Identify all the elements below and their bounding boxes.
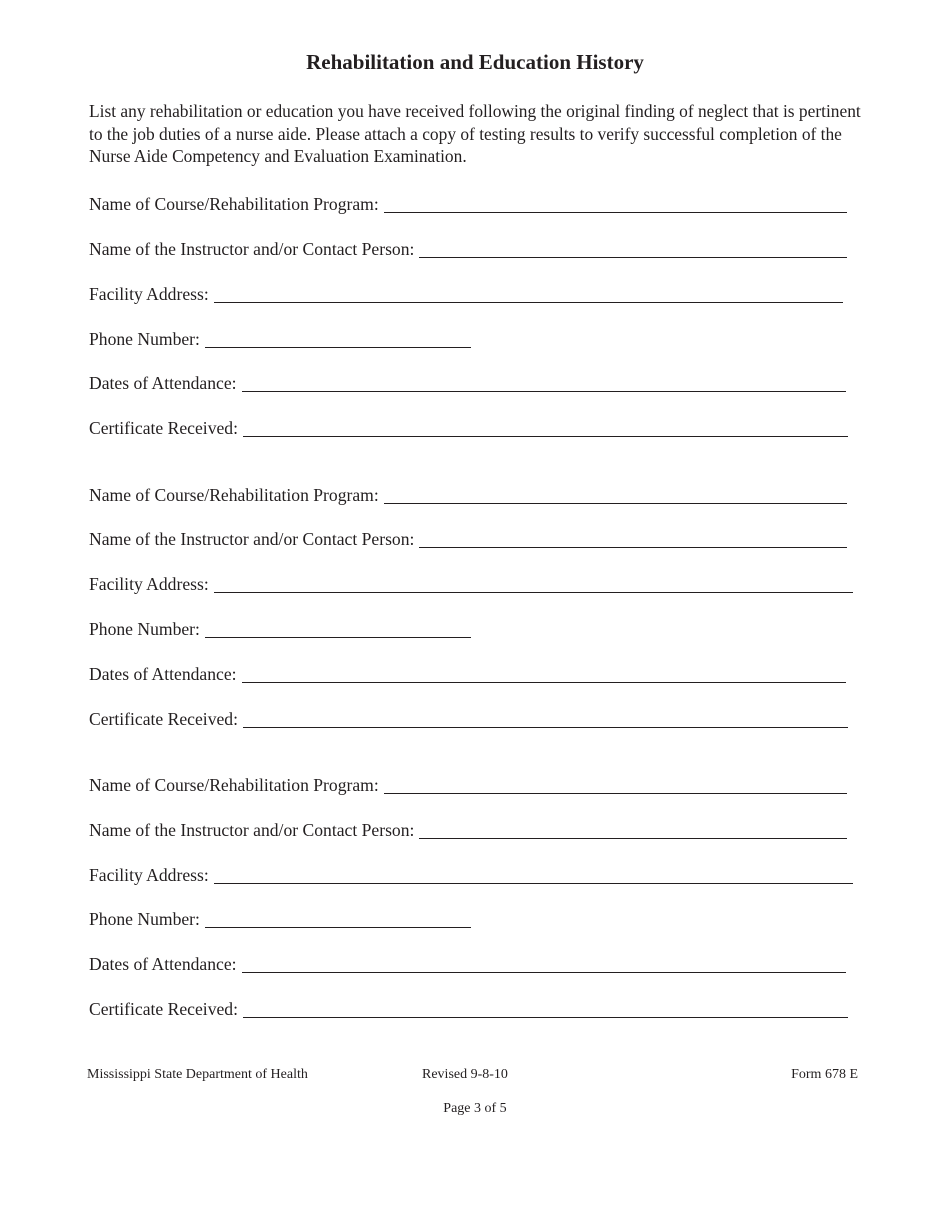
phone-number-label: Phone Number: — [89, 909, 200, 929]
facility-address-label: Facility Address: — [89, 865, 209, 885]
footer-form-number: Form 678 E — [791, 1067, 858, 1082]
course-program-field[interactable] — [89, 479, 847, 505]
course-program-field[interactable] — [89, 769, 847, 795]
dates-attendance-line[interactable] — [242, 972, 846, 973]
certificate-received-label: Certificate Received: — [89, 418, 238, 438]
dates-attendance-field[interactable] — [89, 658, 846, 684]
course-program-line[interactable] — [384, 793, 847, 794]
phone-number-line[interactable] — [205, 637, 471, 638]
dates-attendance-label: Dates of Attendance: — [89, 664, 237, 684]
phone-number-field[interactable] — [89, 613, 471, 639]
dates-attendance-field[interactable] — [89, 367, 846, 393]
certificate-received-line[interactable] — [243, 1017, 848, 1018]
facility-address-line[interactable] — [214, 592, 853, 593]
instructor-contact-field[interactable] — [89, 233, 847, 259]
dates-attendance-label: Dates of Attendance: — [89, 373, 237, 393]
certificate-received-field[interactable] — [89, 412, 848, 438]
dates-attendance-field[interactable] — [89, 948, 846, 974]
course-program-line[interactable] — [384, 503, 847, 504]
facility-address-field[interactable] — [89, 859, 853, 885]
phone-number-field[interactable] — [89, 323, 471, 349]
page-title: Rehabilitation and Education History — [306, 50, 644, 74]
certificate-received-field[interactable] — [89, 993, 848, 1019]
facility-address-label: Facility Address: — [89, 284, 209, 304]
course-program-field[interactable] — [89, 188, 847, 214]
facility-address-label: Facility Address: — [89, 574, 209, 594]
certificate-received-line[interactable] — [243, 727, 848, 728]
certificate-received-line[interactable] — [243, 436, 848, 437]
certificate-received-label: Certificate Received: — [89, 999, 238, 1019]
facility-address-field[interactable] — [89, 278, 843, 304]
instructor-contact-field[interactable] — [89, 523, 847, 549]
certificate-received-label: Certificate Received: — [89, 709, 238, 729]
phone-number-line[interactable] — [205, 347, 471, 348]
phone-number-label: Phone Number: — [89, 329, 200, 349]
dates-attendance-line[interactable] — [242, 391, 846, 392]
facility-address-line[interactable] — [214, 883, 853, 884]
course-program-label: Name of Course/Rehabilitation Program: — [89, 194, 379, 214]
facility-address-field[interactable] — [89, 568, 853, 594]
phone-number-line[interactable] — [205, 927, 471, 928]
footer-revision: Revised 9-8-10 — [422, 1067, 508, 1082]
instructor-contact-label: Name of the Instructor and/or Contact Person: — [89, 820, 415, 840]
dates-attendance-line[interactable] — [242, 682, 846, 683]
dates-attendance-label: Dates of Attendance: — [89, 954, 237, 974]
instructor-contact-line[interactable] — [419, 547, 847, 548]
instructor-contact-line[interactable] — [419, 838, 847, 839]
instructor-contact-line[interactable] — [419, 257, 847, 258]
course-program-line[interactable] — [384, 212, 847, 213]
phone-number-label: Phone Number: — [89, 619, 200, 639]
facility-address-line[interactable] — [214, 302, 843, 303]
course-program-label: Name of Course/Rehabilitation Program: — [89, 775, 379, 795]
page-number: Page 3 of 5 — [443, 1101, 507, 1116]
instructions-paragraph: List any rehabilitation or education you have received following the original finding of neglect that is pertinent to the job duties of a nurse aide. Please attach a copy of testing results to verify successful completion of the Nurse Aide Competency and Evaluation Examination. — [89, 101, 861, 166]
instructor-contact-label: Name of the Instructor and/or Contact Person: — [89, 529, 415, 549]
certificate-received-field[interactable] — [89, 703, 848, 729]
phone-number-field[interactable] — [89, 903, 471, 929]
instructor-contact-field[interactable] — [89, 814, 847, 840]
instructor-contact-label: Name of the Instructor and/or Contact Person: — [89, 239, 415, 259]
footer-organization: Mississippi State Department of Health — [87, 1067, 308, 1082]
course-program-label: Name of Course/Rehabilitation Program: — [89, 485, 379, 505]
